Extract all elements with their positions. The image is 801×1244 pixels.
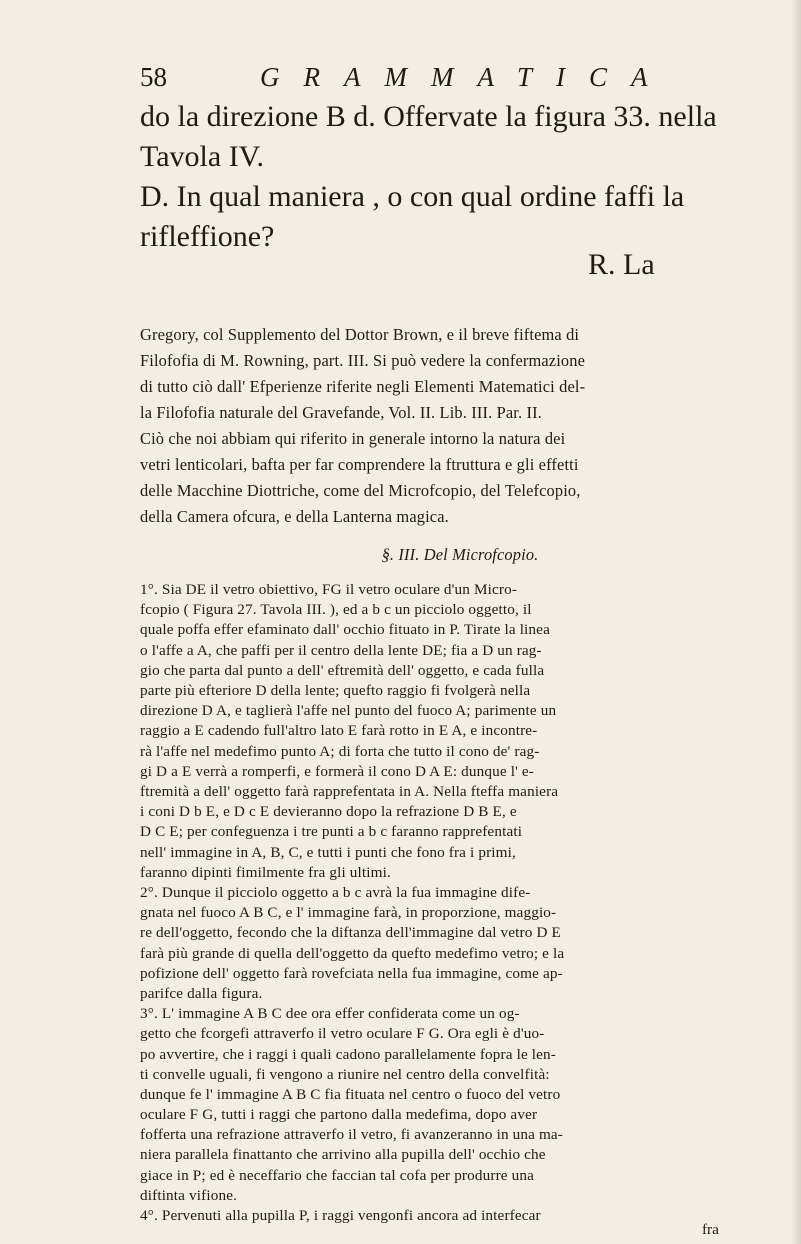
body-line: 4°. Pervenuti alla pupilla P, i raggi vengonfi ancora ad interfecar bbox=[140, 1207, 541, 1224]
body-line: oculare F G, tutti i raggi che partono dalla medefima, dopo aver bbox=[140, 1106, 538, 1123]
body-line: fcopio ( Figura 27. Tavola III. ), ed a b c un picciolo oggetto, il bbox=[140, 601, 532, 619]
body-line: D C E; per confeguenza i tre punti a b c faranno rapprefentati bbox=[140, 823, 523, 841]
body-line: quale poffa effer efaminato dall' occhio fituato in P. Tirate la linea bbox=[140, 621, 550, 639]
body-line: 2°. Dunque il picciolo oggetto a b c avrà la fua immagine dife- bbox=[140, 883, 531, 901]
body-line: 3°. L' immagine A B C dee ora effer confiderata come un og- bbox=[140, 1005, 520, 1023]
body-line: diftinta vifione. bbox=[140, 1186, 238, 1204]
body-line: ftremità a dell' oggetto farà rapprefentata in A. Nella fteffa maniera bbox=[140, 782, 559, 800]
page-edge-shadow bbox=[791, 0, 801, 1244]
body-line: fofferta una refrazione attraverfo il vetro, fi avanzeranno in una ma- bbox=[140, 1126, 564, 1144]
dialogue-line: do la direzione B d. Offervate la figura 33. nella bbox=[140, 100, 717, 133]
catchword: fra bbox=[702, 1220, 719, 1238]
body-line: dunque fe l' immagine A B C fia fituata nel centro o fuoco del vetro bbox=[140, 1085, 561, 1103]
body-line: direzione D A, e taglierà l'affe nel punto del fuoco A; parimente un bbox=[140, 702, 557, 720]
dialogue-line: Tavola IV. bbox=[140, 140, 264, 173]
note-line: di tutto ciò dall' Efperienze riferite negli Elementi Matematici del- bbox=[140, 377, 586, 396]
body-line: ti convelle uguali, fi vengono a riunire nel centro della convelfità: bbox=[140, 1065, 550, 1083]
body-line: parte più efteriore D della lente; quefto raggio fi fvolgerà nella bbox=[140, 682, 531, 699]
body-line: faranno dipinti fimilmente fra gli ultimi. bbox=[140, 863, 391, 881]
body-line: parifce dalla figura. bbox=[140, 984, 263, 1002]
note-line: Gregory, col Supplemento del Dottor Brown, e il breve fiftema di bbox=[140, 325, 580, 344]
body-line: raggio a E cadendo full'altro lato E farà rotto in E A, e incontre- bbox=[140, 722, 538, 740]
page-number: 58 bbox=[140, 62, 167, 92]
note-line: Filofofia di M. Rowning, part. III. Si può vedere la confermazione bbox=[140, 351, 586, 370]
running-title: GRAMMATICA bbox=[260, 62, 672, 92]
note-line: Ciò che noi abbiam qui riferito in generale intorno la natura dei bbox=[140, 429, 566, 448]
body-line: pofizione dell' oggetto farà rovefciata nella fua immagine, come ap- bbox=[140, 964, 563, 982]
dialogue-line: rifleffione? bbox=[140, 220, 275, 253]
body-line: niera parallela finattanto che arrivino alla pupilla dell' occhio che bbox=[140, 1146, 546, 1164]
body-line: rà l'affe nel medefimo punto A; di forta che tutto il cono de' rag- bbox=[140, 742, 540, 760]
body-line: farà più grande di quella dell'oggetto da quefto medefimo vetro; e la bbox=[140, 944, 565, 962]
body-line: gio che parta dal punto a dell' eftremità dell' oggetto, e cada fulla bbox=[140, 661, 545, 679]
running-header bbox=[140, 62, 760, 96]
body-line: o l'affe a A, che paffi per il centro della lente DE; fia a D un rag- bbox=[140, 641, 542, 659]
body-line: po avvertire, che i raggi i quali cadono parallelamente fopra le len- bbox=[140, 1045, 557, 1063]
body-line: gnata nel fuoco A B C, e l' immagine farà, in proporzione, maggio- bbox=[140, 904, 557, 922]
section-title: §. III. Del Microfcopio. bbox=[381, 545, 539, 564]
note-line: delle Macchine Diottriche, come del Microfcopio, del Telefcopio, bbox=[140, 481, 581, 500]
body-line: nell' immagine in A, B, C, e tutti i punti che fono fra i primi, bbox=[140, 843, 516, 861]
dialogue-line: D. In qual maniera , o con qual ordine faffi la bbox=[140, 180, 685, 213]
body-line: i coni D b E, e D c E devieranno dopo la refrazione D B E, e bbox=[140, 803, 517, 821]
body-line: 1°. Sia DE il vetro obiettivo, FG il vetro oculare d'un Micro- bbox=[140, 581, 518, 598]
body-line: getto che fcorgefi attraverfo il vetro oculare F G. Ora egli è d'uo- bbox=[140, 1025, 545, 1043]
body-line: re dell'oggetto, fecondo che la diftanza dell'immagine dal vetro D E bbox=[140, 924, 561, 942]
body-line: giace in P; ed è neceffario che faccian tal cofa per produrre una bbox=[140, 1166, 535, 1184]
body-line: gi D a E verrà a romperfi, e formerà il cono D A E: dunque l' e- bbox=[140, 762, 534, 780]
speaker-marker: R. La bbox=[588, 248, 655, 281]
note-line: la Filofofia naturale del Gravefande, Vol. II. Lib. III. Par. II. bbox=[140, 403, 542, 422]
note-line: della Camera ofcura, e della Lanterna magica. bbox=[140, 507, 449, 526]
note-line: vetri lenticolari, bafta per far comprendere la ftruttura e gli effetti bbox=[140, 455, 579, 474]
